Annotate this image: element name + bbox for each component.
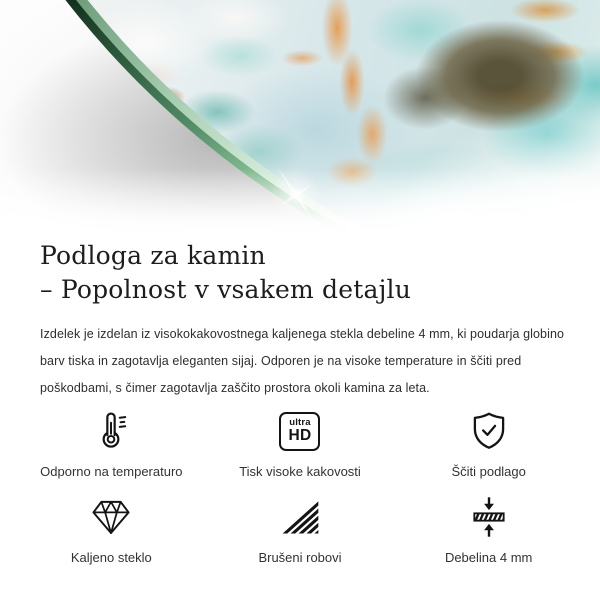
page-title-line2: – Popolnost v vsakem detajlu	[40, 275, 412, 304]
product-photo	[0, 0, 600, 234]
polished-edges-icon	[278, 494, 322, 540]
diamond-icon	[89, 494, 133, 540]
feature-label: Ščiti podlago	[451, 464, 526, 479]
page-title	[40, 239, 568, 307]
ultra-hd-icon	[279, 408, 320, 454]
feature-label: Tisk visoke kakovosti	[239, 464, 361, 479]
feature-tempered-glass	[17, 494, 206, 566]
feature-label: Odporno na temperaturo	[40, 464, 183, 479]
product-description: Izdelek je izdelan iz visokokakovostnega kaljenega stekla debeline 4 mm, ki poudarja globino barv tiska in zagotavlja eleganten sijaj. Odporen je na visoke temperature in ščiti pred poškodbami, s čimer zagotavlja zaščito prostora okoli kamina za leta.	[40, 327, 565, 395]
feature-label: Kaljeno steklo	[70, 550, 152, 565]
features-grid	[17, 408, 583, 566]
ultra-hd-badge: ultra HD	[279, 412, 320, 451]
feature-label: Debelina 4 mm	[444, 550, 533, 565]
thickness-arrows-icon	[467, 494, 511, 540]
feature-temperature	[17, 408, 206, 480]
feature-protection	[394, 408, 583, 480]
feature-polished-edges	[206, 494, 395, 566]
feature-print-quality	[206, 408, 395, 480]
page-title-line1: Podloga za kamin	[40, 241, 266, 270]
feature-label: Brušeni robovi	[258, 550, 342, 565]
feature-thickness	[394, 494, 583, 566]
shield-check-icon	[467, 408, 511, 454]
thermometer-icon	[89, 408, 133, 454]
